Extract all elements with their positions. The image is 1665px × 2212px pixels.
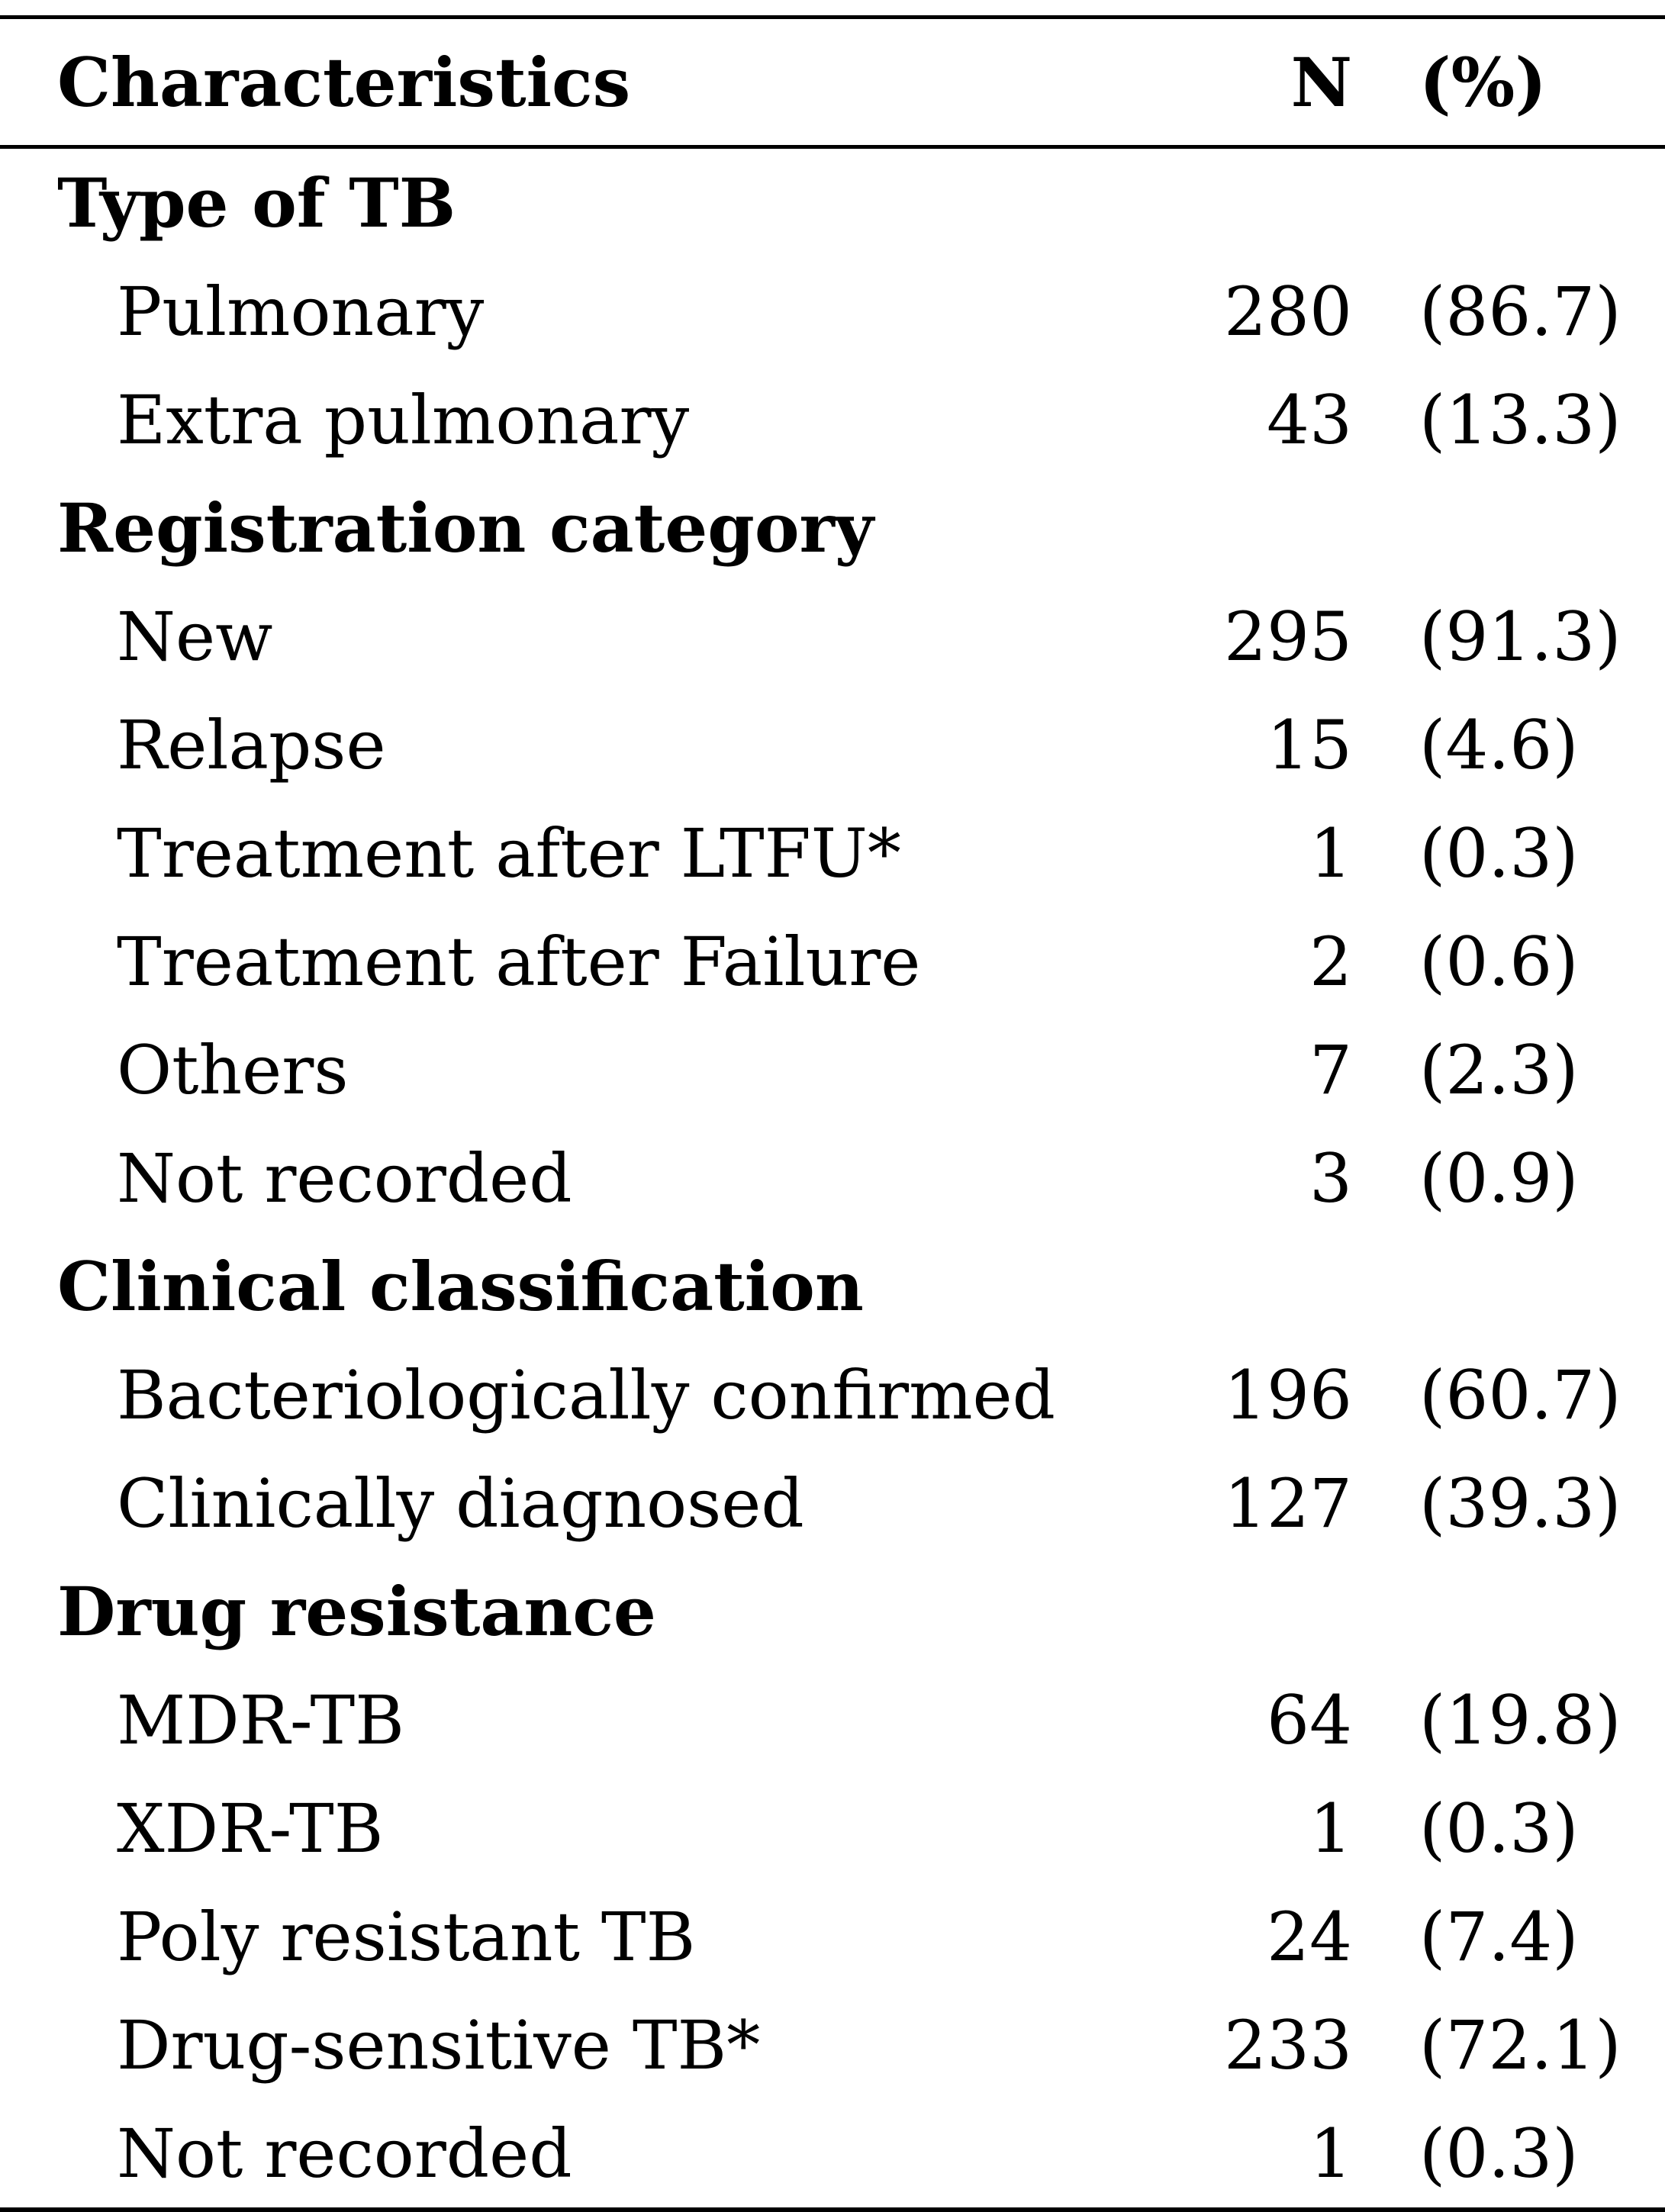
table-body <box>0 149 1665 2207</box>
table-row <box>0 691 1665 799</box>
table-row <box>0 1449 1665 1557</box>
section-header-row <box>0 474 1665 582</box>
row-percent: (19.8) <box>1419 1680 1622 1760</box>
section-header-label: Clinical classification <box>57 1247 864 1326</box>
table-row <box>0 1341 1665 1449</box>
column-header-characteristics: Characteristics <box>57 42 631 122</box>
row-percent: (91.3) <box>1419 597 1622 676</box>
table-row <box>0 907 1665 1016</box>
row-label: Treatment after LTFU* <box>117 813 901 893</box>
table-row <box>0 257 1665 365</box>
table-row <box>0 1016 1665 1124</box>
row-label: Poly resistant TB <box>117 1897 696 1976</box>
row-count: 24 <box>1267 1897 1352 1976</box>
section-header-label: Type of TB <box>57 163 456 243</box>
section-header-label: Drug resistance <box>57 1572 656 1651</box>
row-count: 233 <box>1224 2005 1352 2085</box>
row-label: Clinically diagnosed <box>117 1463 804 1543</box>
table-row <box>0 365 1665 474</box>
row-percent: (0.3) <box>1419 1789 1579 1868</box>
table-row <box>0 1991 1665 2099</box>
section-header-row <box>0 1232 1665 1341</box>
row-percent: (0.9) <box>1419 1138 1579 1218</box>
row-label: Others <box>117 1030 349 1109</box>
row-percent: (39.3) <box>1419 1463 1622 1543</box>
table-row <box>0 799 1665 907</box>
row-label: MDR-TB <box>117 1680 404 1760</box>
row-label: New <box>117 597 273 676</box>
column-header-percent: (%) <box>1419 42 1547 122</box>
section-header-row <box>0 149 1665 257</box>
table-row <box>0 1124 1665 1232</box>
row-count: 43 <box>1267 380 1352 459</box>
row-percent: (2.3) <box>1419 1030 1579 1109</box>
row-label: Not recorded <box>117 2114 572 2193</box>
section-header-row <box>0 1557 1665 1666</box>
row-count: 1 <box>1309 813 1352 893</box>
table-row <box>0 2099 1665 2207</box>
table-row <box>0 1774 1665 1882</box>
table-header-row <box>0 19 1665 145</box>
row-count: 1 <box>1309 2114 1352 2193</box>
row-label: Bacteriologically confirmed <box>117 1355 1055 1434</box>
row-percent: (60.7) <box>1419 1355 1622 1434</box>
section-header-label: Registration category <box>57 488 874 568</box>
row-percent: (4.6) <box>1419 705 1579 784</box>
row-count: 196 <box>1224 1355 1352 1434</box>
row-count: 64 <box>1267 1680 1352 1760</box>
row-label: Relapse <box>117 705 386 784</box>
table-row <box>0 1882 1665 1991</box>
row-count: 2 <box>1309 922 1352 1001</box>
row-count: 7 <box>1309 1030 1352 1109</box>
row-label: Not recorded <box>117 1138 572 1218</box>
row-label: Treatment after Failure <box>117 922 921 1001</box>
row-percent: (0.3) <box>1419 2114 1579 2193</box>
table-row <box>0 582 1665 691</box>
row-percent: (13.3) <box>1419 380 1622 459</box>
table-row <box>0 1666 1665 1774</box>
row-count: 3 <box>1309 1138 1352 1218</box>
table-bottom-rule <box>0 2207 1665 2212</box>
row-count: 295 <box>1224 597 1352 676</box>
row-label: Pulmonary <box>117 272 485 351</box>
row-label: Extra pulmonary <box>117 380 690 459</box>
row-count: 15 <box>1267 705 1352 784</box>
row-count: 127 <box>1224 1463 1352 1543</box>
row-count: 1 <box>1309 1789 1352 1868</box>
row-percent: (86.7) <box>1419 272 1622 351</box>
row-percent: (7.4) <box>1419 1897 1579 1976</box>
row-label: Drug-sensitive TB* <box>117 2005 761 2085</box>
column-header-n: N <box>1290 42 1352 122</box>
row-percent: (72.1) <box>1419 2005 1622 2085</box>
row-label: XDR-TB <box>117 1789 384 1868</box>
row-count: 280 <box>1224 272 1352 351</box>
row-percent: (0.6) <box>1419 922 1579 1001</box>
row-percent: (0.3) <box>1419 813 1579 893</box>
